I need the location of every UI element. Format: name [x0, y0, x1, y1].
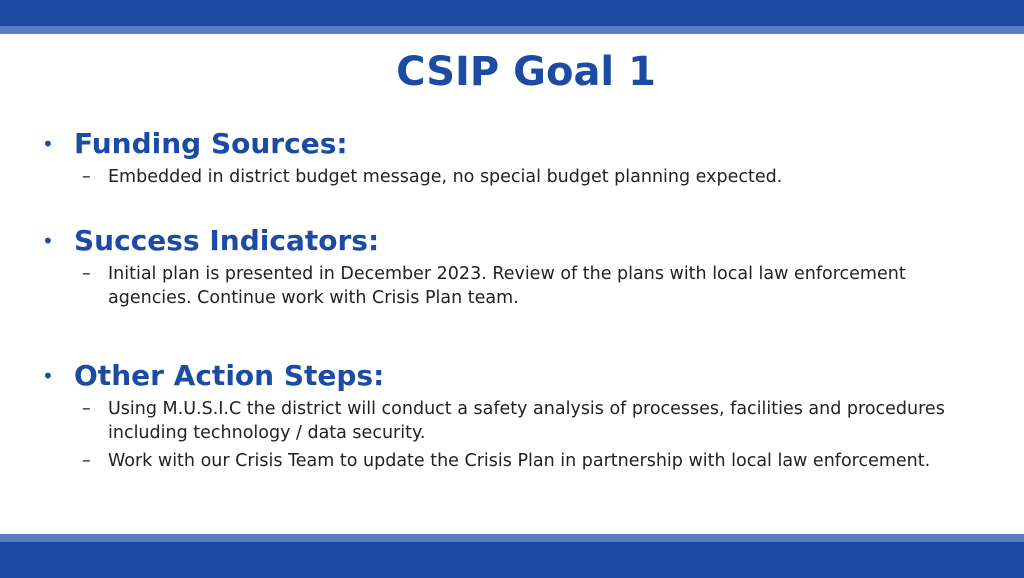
top-band — [0, 0, 1024, 26]
section-funding-sources — [42, 125, 982, 189]
bullet-icon: • — [42, 364, 54, 388]
list-item-text: Embedded in district budget message, no special budget planning expected. — [108, 167, 783, 187]
list-item — [42, 449, 968, 473]
section-other-action-steps — [42, 357, 982, 473]
dash-icon: – — [82, 451, 91, 471]
list-item-text: Initial plan is presented in December 2023. Review of the plans with local law enforcement agencies. Continue work with Crisis Plan team. — [108, 264, 906, 308]
dash-icon: – — [82, 399, 91, 419]
section-heading: Other Action Steps: — [74, 359, 385, 392]
list-item — [42, 165, 982, 189]
bullet-icon: • — [42, 132, 54, 156]
list-item-text: Using M.U.S.I.C the district will conduct a safety analysis of processes, facilities and procedures including technology / data security. — [108, 399, 945, 443]
list-item — [42, 397, 948, 445]
dash-icon: – — [82, 264, 91, 284]
list-item-text: Work with our Crisis Team to update the Crisis Plan in partnership with local law enforcement. — [108, 451, 931, 471]
bottom-band-accent — [0, 534, 1024, 542]
bottom-band — [0, 542, 1024, 578]
dash-icon: – — [82, 167, 91, 187]
list-item — [42, 262, 928, 310]
section-heading: Success Indicators: — [74, 224, 380, 257]
section-heading: Funding Sources: — [74, 127, 348, 160]
top-band-accent — [0, 26, 1024, 34]
slide-title: CSIP Goal 1 — [396, 49, 656, 95]
section-success-indicators — [42, 222, 982, 310]
bullet-icon: • — [42, 229, 54, 253]
